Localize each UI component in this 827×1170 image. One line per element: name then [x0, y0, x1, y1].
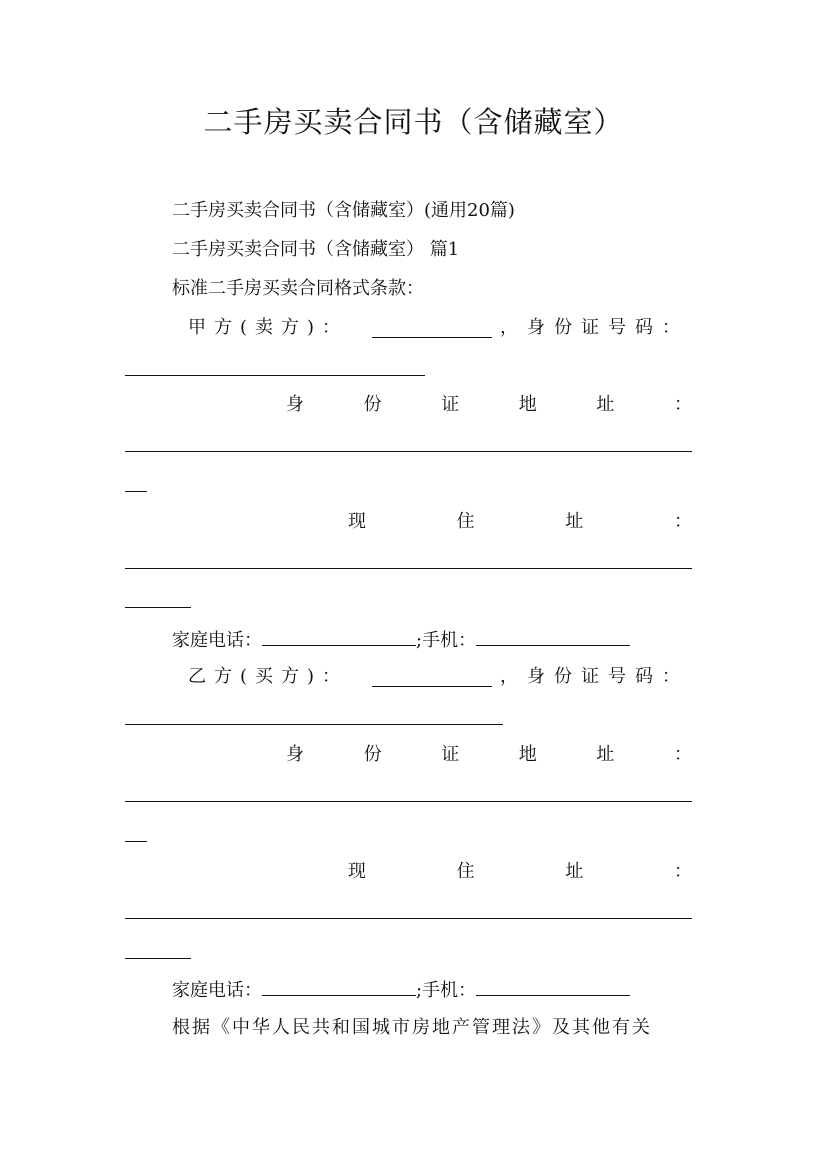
- party-a-current-address-blank-cont: [125, 607, 191, 608]
- basis-paragraph: 根据《中华人民共和国城市房地产管理法》及其他有关: [172, 1017, 652, 1038]
- party-b-id-address-label: 身 份 证 地 址 ：: [286, 744, 692, 765]
- party-b-mobile-blank: [476, 977, 630, 996]
- party-b-id-address-blank-cont: [125, 841, 147, 842]
- party-a-current-address-blank: [125, 568, 692, 569]
- party-b-name-blank: [372, 686, 492, 687]
- party-b-home-phone-blank: [262, 977, 416, 996]
- intro-line-1: 二手房买卖合同书（含储藏室）(通用20篇): [172, 200, 515, 221]
- party-b-label: 乙方(买方)：: [188, 666, 349, 687]
- party-b-id-address-blank: [125, 801, 692, 802]
- party-a-id-address-label: 身 份 证 地 址 ：: [286, 394, 692, 415]
- party-a-id-address-blank-cont: [125, 491, 147, 492]
- party-b-current-address-label: 现 住 址 ：: [348, 861, 692, 882]
- party-a-current-address-label: 现 住 址 ：: [348, 511, 692, 532]
- party-b-current-address-blank-cont: [125, 958, 191, 959]
- intro-line-2: 二手房买卖合同书（含储藏室） 篇1: [172, 239, 460, 260]
- party-a-id-blank: [125, 375, 425, 376]
- party-a-label: 甲方(卖方)：: [188, 317, 349, 338]
- party-a-id-address-blank: [125, 451, 692, 452]
- party-a-name-blank: [372, 337, 492, 338]
- party-a-home-phone-blank: [262, 627, 416, 646]
- party-a-mobile-blank: [476, 627, 630, 646]
- party-a-phone-line: 家庭电话： ;手机：: [172, 627, 630, 653]
- intro-line-3: 标准二手房买卖合同格式条款：: [172, 278, 424, 299]
- party-b-phone-line: 家庭电话： ;手机：: [172, 977, 630, 1003]
- document-title: 二手房买卖合同书（含储藏室）: [203, 105, 624, 139]
- party-a-id-label: ，身份证号码：: [500, 317, 689, 338]
- party-b-id-blank: [125, 724, 503, 725]
- party-b-id-label: ，身份证号码：: [500, 666, 689, 687]
- party-b-current-address-blank: [125, 918, 692, 919]
